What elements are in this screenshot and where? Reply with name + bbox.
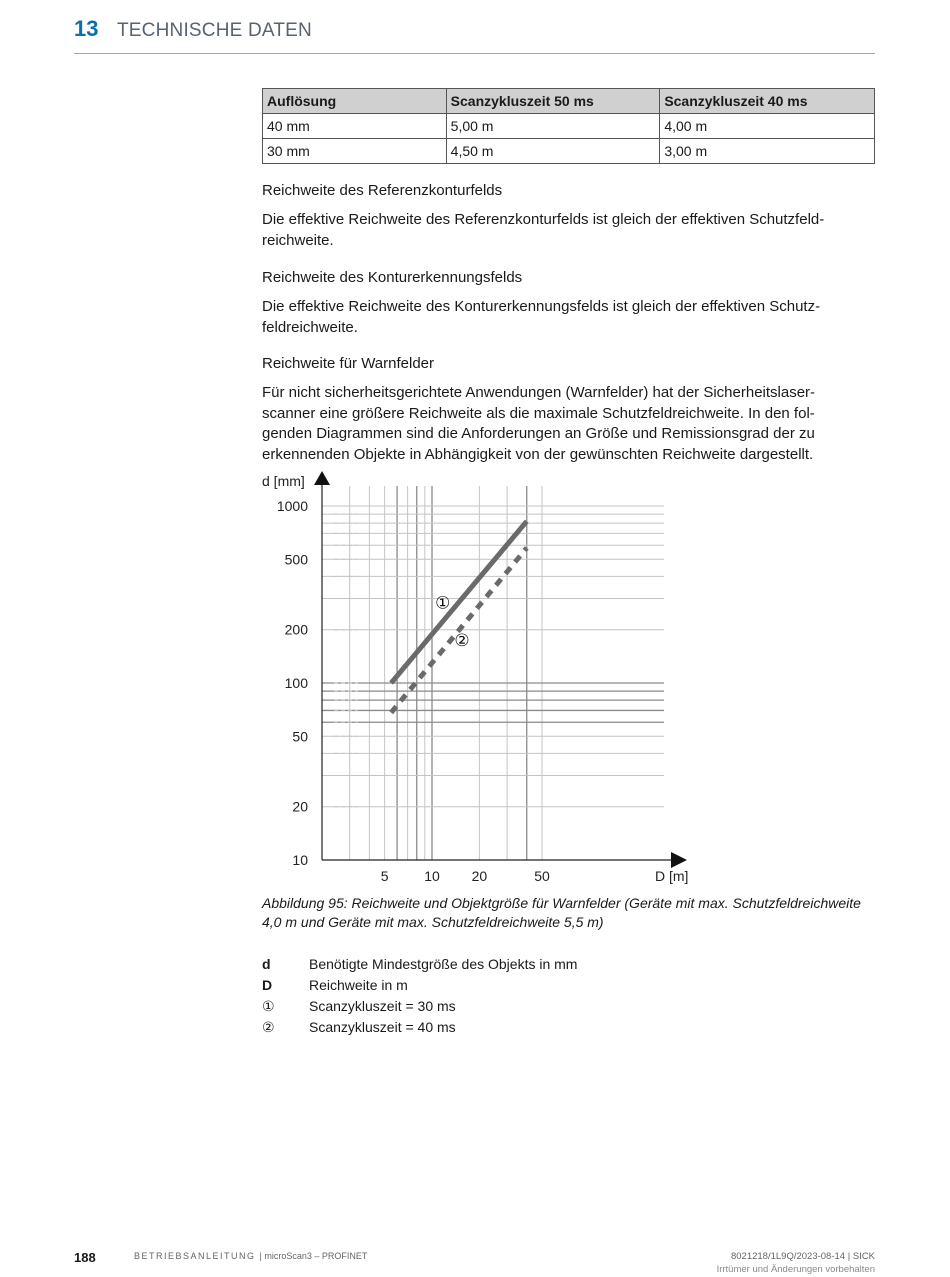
paragraph-line: erkennenden Objekte in Abhängigkeit von der gewünschten Reichweite dargestellt. — [262, 445, 814, 463]
page-number: 188 — [74, 1250, 96, 1265]
table-row — [263, 139, 875, 164]
section-heading: Reichweite für Warnfelder — [262, 355, 435, 372]
section-paragraph — [262, 297, 874, 338]
y-axis-arrow — [314, 471, 330, 485]
legend-key: ② — [262, 1019, 275, 1035]
table-header-cell: Scanzykluszeit 40 ms — [660, 89, 875, 114]
legend-text: Scanzykluszeit = 30 ms — [309, 998, 456, 1014]
table-row — [263, 114, 875, 139]
legend-key: d — [262, 956, 271, 972]
legend-text: Benötigte Mindestgröße des Objekts in mm — [309, 956, 578, 972]
footer-product: | microScan3 – PROFINET — [259, 1251, 368, 1261]
chapter-number: 13 — [74, 16, 99, 41]
range-chart — [255, 466, 700, 891]
table-cell: 3,00 m — [660, 139, 875, 164]
section-heading: Reichweite des Konturerkennungsfelds — [262, 269, 523, 286]
table-cell: 4,00 m — [660, 114, 875, 139]
x-axis-label: D [m] — [655, 868, 689, 884]
range-table — [262, 88, 875, 164]
paragraph-line: genden Diagrammen sind die Anforderungen an Größe und Remissionsgrad der zu — [262, 425, 815, 442]
paragraph-line: Für nicht sicherheitsgerichtete Anwendungen (Warnfelder) hat der Sicherheitslaser- — [262, 384, 816, 401]
y-tick-label: 200 — [284, 621, 308, 638]
x-tick-label: 50 — [534, 868, 550, 884]
x-tick-label: 20 — [471, 868, 488, 884]
chapter-title: TECHNISCHE DATEN — [117, 20, 312, 41]
footer-doc-type: BETRIEBSANLEITUNG — [134, 1251, 256, 1261]
footer-document — [134, 1251, 367, 1261]
x-axis-arrow — [671, 852, 687, 868]
table-cell: 5,00 m — [446, 114, 660, 139]
y-tick-label: 50 — [292, 728, 308, 745]
table-cell: 40 mm — [263, 114, 447, 139]
legend-key: ① — [262, 998, 275, 1014]
table-cell: 4,50 m — [446, 139, 660, 164]
paragraph-line: scanner eine größere Reichweite als die maximale Schutzfeldreichweite. In den fol- — [262, 404, 815, 422]
caption-line: Abbildung 95: Reichweite und Objektgröße für Warnfelder (Geräte mit max. Schutzfeldreichweite — [262, 895, 861, 911]
y-tick-label: 100 — [284, 675, 308, 691]
x-tick-label: 5 — [380, 868, 389, 884]
legend-text: Scanzykluszeit = 40 ms — [309, 1019, 456, 1035]
header-divider — [74, 53, 875, 54]
legend-key: D — [262, 977, 273, 993]
y-tick-label: 1000 — [276, 498, 308, 514]
caption-line: 4,0 m und Geräte mit max. Schutzfeldreichweite 5,5 m) — [262, 914, 604, 930]
footer-disclaimer: Irrtümer und Änderungen vorbehalten — [716, 1264, 875, 1275]
footer-doc-id: 8021218/1L9Q/2023-08-14 | SICK — [730, 1251, 875, 1262]
y-axis-label: d [mm] — [262, 473, 305, 489]
paragraph-line: reichweite. — [262, 231, 334, 249]
table-header-cell: Auflösung — [263, 89, 447, 114]
series-label: ② — [454, 630, 470, 650]
table-cell: 30 mm — [263, 139, 447, 164]
table-header-row — [263, 89, 875, 114]
y-tick-label: 500 — [284, 551, 308, 568]
table-header-cell: Scanzykluszeit 50 ms — [446, 89, 660, 114]
y-tick-label: 20 — [292, 798, 308, 815]
section-heading: Reichweite des Referenzkonturfelds — [262, 182, 503, 199]
section-paragraph — [262, 383, 874, 465]
paragraph-line: Die effektive Reichweite des Konturerkennungsfelds ist gleich der effektiven Schutz- — [262, 298, 821, 315]
series-label: ① — [435, 593, 451, 613]
legend-text: Reichweite in m — [309, 977, 408, 993]
paragraph-line: feldreichweite. — [262, 318, 358, 336]
y-tick-label: 10 — [292, 852, 308, 868]
x-tick-label: 10 — [424, 868, 440, 884]
paragraph-line: Die effektive Reichweite des Referenzkonturfelds ist gleich der effektiven Schutzfeld- — [262, 211, 825, 228]
figure-caption — [262, 894, 877, 932]
section-paragraph — [262, 210, 874, 251]
